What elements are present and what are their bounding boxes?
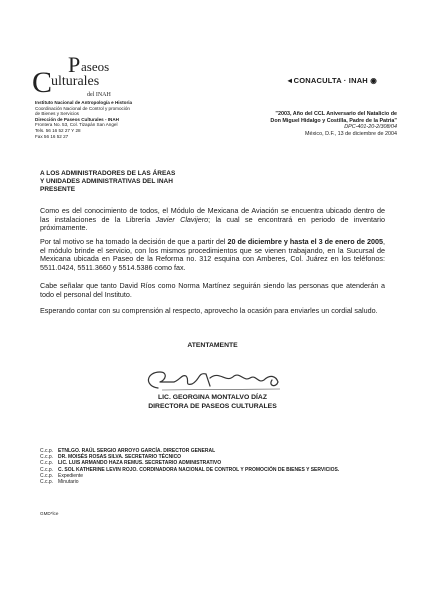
ccp-label: C.c.p. (40, 472, 54, 479)
inah-seal-icon: ◉ (367, 76, 377, 85)
logo-word-del-inah: del INAH (87, 92, 111, 98)
logo-letter-p: P (68, 52, 81, 77)
institution-address (35, 100, 225, 139)
logo-word-culturales: ulturales (51, 74, 100, 89)
ccp-recipient: DR. MOISÉS ROSAS SILVA. SECRETARIO TÉCNICO (58, 454, 182, 461)
conaculta-text: CONACULTA · INAH (293, 76, 368, 85)
closing-atentamente: ATENTAMENTE (187, 342, 238, 349)
ccp-recipient: LIC. LUIS ARMANDO HAZA REMUS. SECRETARIO ADMINISTRATIVO (58, 460, 222, 467)
paragraph-3: Cabe señalar que tanto David Ríos como Norma Martínez seguirán siendo las personas que atenderán a todo el personal del Instituto. (40, 281, 385, 299)
recipient-line: PRESENTE (40, 186, 76, 193)
ccp-label: C.c.p. (40, 479, 54, 486)
conaculta-inah-logo (286, 76, 377, 85)
recipient-line: Y UNIDADES ADMINISTRATIVAS DEL INAH (40, 178, 173, 185)
paragraph-4: Esperando contar con su comprensión al respecto, aprovecho la ocasión para enviarles un cordial saludo. (40, 306, 378, 315)
institution-line: Fax 56 16 52 27 (35, 133, 69, 139)
recipient-block (40, 170, 300, 194)
paragraph-1: Como es del conocimiento de todos, el Módulo de Mexicana de Aviación se encuentra ubicado dentro de las instalaciones de la Librería Javier Clavijero; la cual se encontrará en periodo de inventario próximamente. (40, 206, 385, 233)
institution-line: Tels. 56 16 52 27 Y 28 (35, 127, 81, 133)
ccp-recipient: Minutario (58, 479, 79, 486)
ccp-label: C.c.p. (40, 460, 54, 467)
header-right (205, 111, 397, 137)
institution-line: Dirección de Paseos Culturales - INAH (35, 116, 119, 122)
ccp-label: C.c.p. (40, 448, 54, 454)
ccp-row (40, 467, 390, 473)
carbon-copy-list (40, 448, 390, 485)
institution-line: Coordinación Nacional de Control y promoción (35, 105, 130, 111)
signer-title: DIRECTORA DE PASEOS CULTURALES (148, 403, 277, 410)
motto-line-2: Don Miguel Hidalgo y Costilla, Padre de la Patria" (270, 117, 397, 124)
conaculta-mark-icon: ◄ (286, 76, 294, 85)
institution-line: Frontera No. 53, Col. Tizapán San Angel (35, 122, 118, 128)
signer-name: LIC. GEORGINA MONTALVO DÍAZ (158, 394, 267, 401)
ccp-row (40, 479, 390, 485)
ccp-label: C.c.p. (40, 454, 54, 461)
paragraph-2: Por tal motivo se ha tomado la decisión de que a partir del 20 de diciembre y hasta el 3 de enero de 2005, el módulo brinde el servicio, con los mismos procedimientos que se vienen trabajando, en la Sucursal de Mexicana ubicada en Paseo de la Reforma no. 312 esquina con Amberes, Col. Juárez en los teléfonos: 5511.0424, 5511.3660 y 5514.5386 como fax. (40, 237, 385, 273)
motto-line-1: "2003, Año del CCL Aniversario del Natalicio de (275, 111, 397, 117)
institution-line: de Bienes y Servicios (35, 111, 79, 117)
logo-letter-c: C (32, 66, 53, 99)
institution-line: Instituto Nacional de Antropología e Historia (35, 100, 133, 105)
initials: GMD*lce (40, 511, 59, 516)
recipient-line: A LOS ADMINISTRADORES DE LAS ÁREAS (40, 170, 176, 177)
logo-word-paseos: aseos (81, 59, 110, 74)
ccp-recipient: C. SOL KATHERINE LEVIN ROJO. CORDINADORA NACIONAL DE CONTROL Y PROMOCIÓN DE BIENES Y SERVICIOS. (58, 466, 340, 473)
letter-date: México, D.F., 13 de diciembre de 2004 (305, 130, 397, 137)
reference-number: DPC-401-20-2/308/04 (344, 124, 397, 131)
paseos-culturales-logo (30, 50, 150, 102)
ccp-label: C.c.p. (40, 466, 54, 473)
handwritten-signature (140, 366, 290, 394)
ccp-recipient: ETNLGO. RAÚL SERGIO ARROYO GARCÍA. DIRECTOR GENERAL (58, 448, 216, 454)
ccp-recipient: Expediente (58, 472, 84, 479)
